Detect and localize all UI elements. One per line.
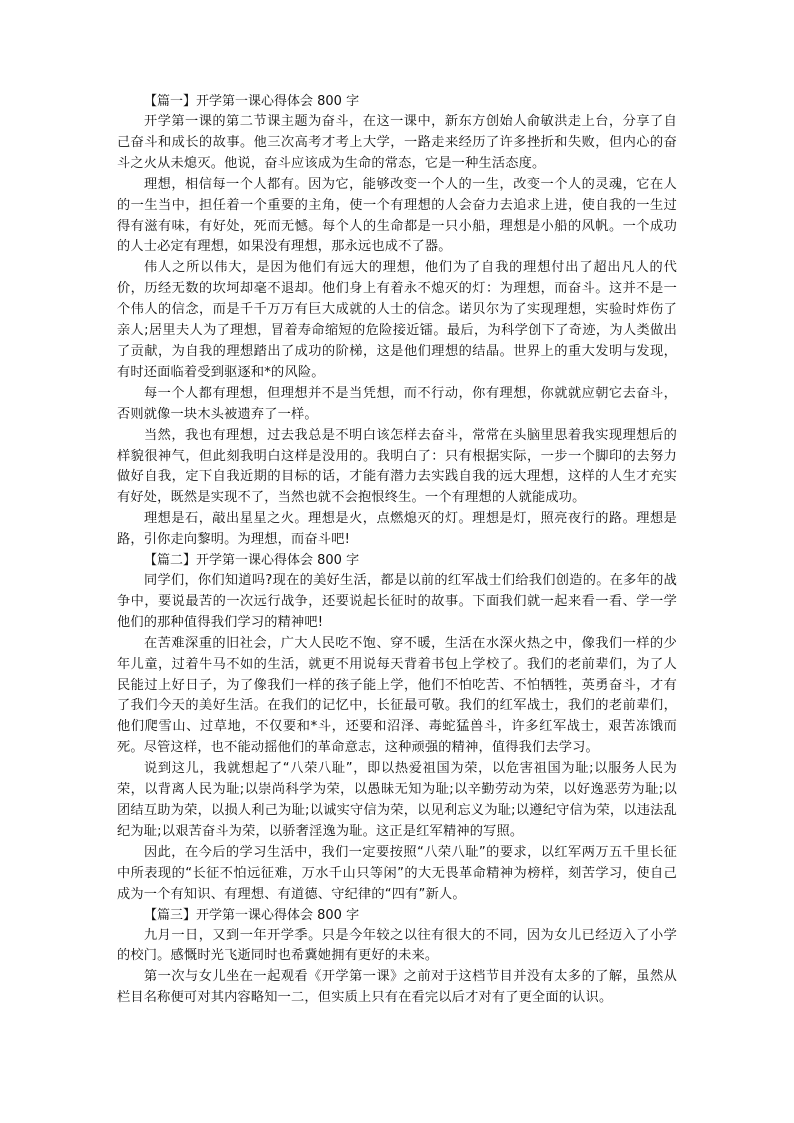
paragraph: 理想，相信每一个人都有。因为它，能够改变一个人的一生，改变一个人的灵魂，它在人的一生当中，担任着一个重要的主角，使一个有理想的人会奋力去追求上进，使自我的一生过得有滋有味，有好处，死而无憾。每个人的生命都是一只小船，理想是小船的风帆。一个成功的人士必定有理想，如果没有理想，那永远也成不了器。 bbox=[117, 176, 677, 255]
document-page bbox=[117, 92, 677, 1009]
paragraph: 九月一日，又到一年开学季。只是今年较之以往有很大的不同，因为女儿已经迈入了小学的校门。感慨时光飞逝同时也希冀她拥有更好的未来。 bbox=[117, 927, 677, 964]
section-3 bbox=[117, 906, 677, 1010]
paragraph: 开学第一课的第二节课主题为奋斗，在这一课中，新东方创始人俞敏洪走上台，分享了自己奋斗和成长的故事。他三次高考才考上大学，一路走来经历了许多挫折和失败，但内心的奋斗之火从未熄灭。他说，奋斗应该成为生命的常态，它是一种生活态度。 bbox=[117, 114, 677, 171]
section-2 bbox=[117, 551, 677, 906]
paragraph: 第一次与女儿坐在一起观看《开学第一课》之前对于这档节目并没有太多的了解，虽然从栏目名称便可对其内容略知一二，但实质上只有在看完以后才对有了更全面的认识。 bbox=[117, 969, 677, 1006]
paragraph: 说到这儿，我就想起了“八荣八耻”，即以热爱祖国为荣，以危害祖国为耻;以服务人民为荣，以背离人民为耻;以崇尚科学为荣，以愚昧无知为耻;以辛勤劳动为荣，以好逸恶劳为耻;以团结互助为荣，以损人利己为耻;以诚实守信为荣，以见利忘义为耻;以遵纪守信为荣，以违法乱纪为耻;以艰苦奋斗为荣，以骄奢淫逸为耻。这正是红军精神的写照。 bbox=[117, 761, 677, 839]
paragraph: 因此，在今后的学习生活中，我们一定要按照“八荣八耻”的要求，以红军两万五千里长征中所表现的“长征不怕远征难，万水千山只等闲”的大无畏革命精神为榜样，刻苦学习，使自己成为一个有知识、有理想、有道德、守纪律的“四有”新人。 bbox=[117, 844, 677, 902]
paragraph: 每一个人都有理想，但理想并不是当凭想，而不行动，你有理想，你就就应朝它去奋斗，否则就像一块木头被遗弃了一样。 bbox=[117, 385, 677, 422]
section-heading: 【篇一】开学第一课心得体会 800 字 bbox=[144, 94, 360, 109]
section-heading: 【篇三】开学第一课心得体会 800 字 bbox=[144, 907, 360, 923]
paragraph: 当然，我也有理想，过去我总是不明白该怎样去奋斗，常常在头脑里思着我实现理想后的样貌很神气，但此刻我明白这样是没用的。我明白了：只有根据实际，一步一个脚印的去努力做好自我，定下自我近期的目标的话，才能有潜力去实践自我的远大理想，这样的人生才充实有好处，既然是实现不了，当然也就不会抱恨终生。一个有理想的人就能成功。 bbox=[117, 427, 677, 506]
section-heading: 【篇二】开学第一课心得体会 800 字 bbox=[144, 553, 360, 569]
paragraph: 伟人之所以伟大，是因为他们有远大的理想，他们为了自我的理想付出了超出凡人的代价，历经无数的坎坷却毫不退却。他们身上有着永不熄灭的灯：为理想，而奋斗。这并不是一个伟人的信念，而是千千万万有巨大成就的人士的信念。诺贝尔为了实现理想，实验时炸伤了亲人;居里夫人为了理想，冒着寿命缩短的危险接近镭。最后，为科学创下了奇迹，为人类做出了贡献，为自我的理想踏出了成功的阶梯，这是他们理想的结晶。世界上的重大发明与发现，有时还面临着受到驱逐和*的风险。 bbox=[117, 260, 677, 380]
section-1 bbox=[117, 92, 677, 551]
paragraph: 同学们，你们知道吗?现在的美好生活，都是以前的红军战士们给我们创造的。在多年的战争中，要说最苦的一次远行战争，还要说起长征时的故事。下面我们就一起来看一看、学一学他们的那种值得我们学习的精神吧! bbox=[117, 573, 677, 630]
paragraph: 在苦难深重的旧社会，广大人民吃不饱、穿不暖，生活在水深火热之中，像我们一样的少年儿童，过着牛马不如的生活，就更不用说每天背着书包上学校了。我们的老前辈们，为了人民能过上好日子，为了像我们一样的孩子能上学，他们不怕吃苦、不怕牺牲，英勇奋斗，才有了我们今天的美好生活。在我们的记忆中，长征最可敬。我们的红军战士，我们的老前辈们，他们爬雪山、过草地，不仅要和*斗，还要和沼泽、毒蛇猛兽斗，许多红军战士，艰苦冻饿而死。尽管这样，也不能动摇他们的革命意志，这种顽强的精神，值得我们去学习。 bbox=[117, 635, 677, 756]
paragraph: 理想是石，敲出星星之火。理想是火，点燃熄灭的灯。理想是灯，照亮夜行的路。理想是路，引你走向黎明。为理想，而奋斗吧! bbox=[117, 511, 677, 548]
